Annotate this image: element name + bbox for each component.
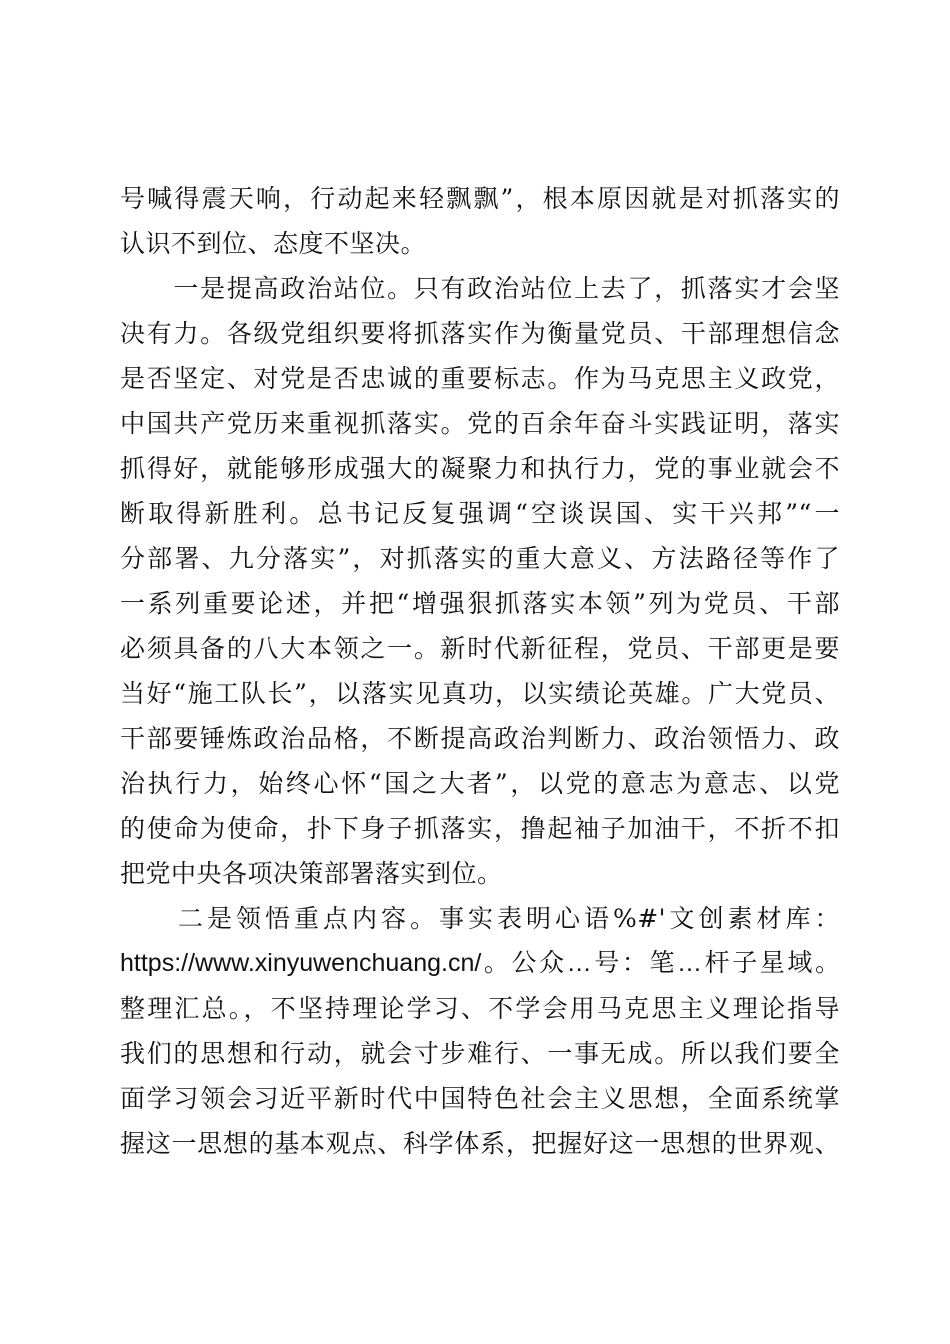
text-line: 的使命为使命，扑下身子抓落实，撸起袖子加油干，不折不扣	[120, 814, 840, 843]
text-line: 把党中央各项决策部署落实到位。	[120, 859, 503, 888]
paragraph-political-stance	[120, 266, 840, 896]
text-line-with-url: https://www.xinyuwenchuang.cn/。公众…号：笔…杆子星域。	[120, 949, 840, 977]
paragraph-continuation	[120, 176, 840, 266]
text-line: 必须具备的八大本领之一。新时代新征程，党员、干部更是要	[120, 634, 840, 663]
text-line: 一是提高政治站位。只有政治站位上去了，抓落实才会坚	[120, 274, 840, 303]
text-line: 分部署、九分落实”，对抓落实的重大意义、方法路径等作了	[120, 544, 840, 573]
text-line: 一系列重要论述，并把“增强狠抓落实本领”列为党员、干部	[120, 589, 840, 618]
text-line: 干部要锤炼政治品格，不断提高政治判断力、政治领悟力、政	[120, 724, 840, 753]
text-line: 是否坚定、对党是否忠诚的重要标志。作为马克思主义政党，	[120, 364, 840, 393]
text-line: 决有力。各级党组织要将抓落实作为衡量党员、干部理想信念	[120, 319, 840, 348]
text-line: 面学习领会习近平新时代中国特色社会主义思想，全面系统掌	[120, 1084, 840, 1113]
text-line: 治执行力，始终心怀“国之大者”，以党的意志为意志、以党	[120, 769, 840, 798]
text-line: 认识不到位、态度不坚决。	[120, 229, 427, 258]
paragraph-key-content	[120, 896, 840, 1166]
text-line: 号喊得震天响，行动起来轻飘飘”，根本原因就是对抓落实的	[120, 184, 840, 213]
text-line: 断取得新胜利。总书记反复强调“空谈误国、实干兴邦”“一	[120, 499, 840, 528]
text-line: 握这一思想的基本观点、科学体系，把握好这一思想的世界观、	[120, 1129, 840, 1158]
text-line: 我们的思想和行动，就会寸步难行、一事无成。所以我们要全	[120, 1039, 840, 1068]
text-line: 整理汇总。，不坚持理论学习、不学会用马克思主义理论指导	[120, 994, 840, 1023]
document-body	[120, 176, 840, 1166]
text-line: 二是领悟重点内容。事实表明心语%#'文创素材库：	[120, 904, 840, 933]
text-line: 抓得好，就能够形成强大的凝聚力和执行力，党的事业就会不	[120, 454, 840, 483]
text-line: 当好“施工队长”，以落实见真功，以实绩论英雄。广大党员、	[120, 679, 840, 708]
text-line: 中国共产党历来重视抓落实。党的百余年奋斗实践证明，落实	[120, 409, 840, 438]
